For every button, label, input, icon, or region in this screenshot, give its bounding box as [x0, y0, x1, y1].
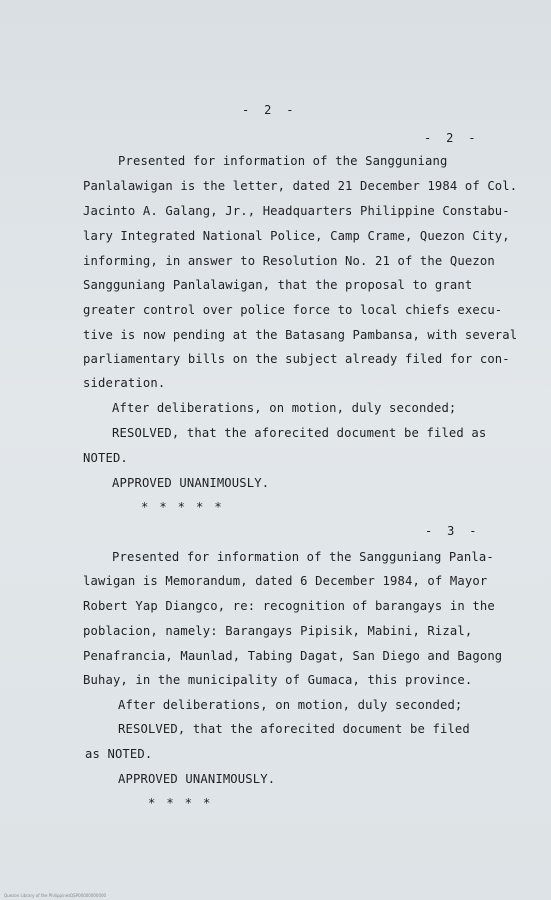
item-3-line-4: poblacion, namely: Barangays Pipisik, Mabini, Rizal, — [83, 624, 473, 638]
item-number-3: - 3 - — [425, 524, 477, 538]
footer-id: QSP00000000000 — [70, 893, 107, 898]
footer-source: Quezon Library of the Philippines — [4, 893, 71, 898]
item-2-line-8: tive is now pending at the Batasang Pambansa, with several — [83, 328, 518, 342]
item-2-line-6: Sangguniang Panlalawigan, that the proposal to grant — [83, 278, 473, 292]
item-2-line-3: Jacinto A. Galang, Jr., Headquarters Philippine Constabu- — [83, 204, 510, 218]
item-2-noted: NOTED. — [83, 451, 128, 465]
item-number-2: - 2 - — [424, 131, 476, 145]
item-2-asterisks: ***** — [141, 500, 233, 514]
item-2-line-4: lary Integrated National Police, Camp Crame, Quezon City, — [83, 229, 510, 243]
item-2-line-2: Panlalawigan is the letter, dated 21 December 1984 of Col. — [83, 179, 518, 193]
item-2-line-7: greater control over police force to local chiefs execu- — [83, 303, 503, 317]
item-3-noted: as NOTED. — [85, 747, 153, 761]
item-3-approved: APPROVED UNANIMOUSLY. — [118, 772, 276, 786]
item-3-line-6: Buhay, in the municipality of Gumaca, this province. — [83, 673, 473, 687]
item-2-deliberation: After deliberations, on motion, duly seconded; — [112, 401, 457, 415]
item-3-line-5: Penafrancia, Maunlad, Tabing Dagat, San Diego and Bagong — [83, 649, 503, 663]
item-2-line-1: Presented for information of the Sangguniang — [118, 154, 448, 168]
item-2-resolved: RESOLVED, that the aforecited document be filed as — [112, 426, 487, 440]
item-3-asterisks: **** — [148, 796, 222, 810]
item-3-deliberation: After deliberations, on motion, duly seconded; — [118, 698, 463, 712]
item-3-line-1: Presented for information of the Sangguniang Panla- — [112, 550, 494, 564]
item-2-approved: APPROVED UNANIMOUSLY. — [112, 476, 270, 490]
item-2-line-10: sideration. — [83, 376, 166, 390]
item-3-line-2: lawigan is Memorandum, dated 6 December 1984, of Mayor — [83, 574, 488, 588]
item-3-resolved: RESOLVED, that the aforecited document be filed — [118, 722, 470, 736]
item-3-line-3: Robert Yap Diangco, re: recognition of barangays in the — [83, 599, 495, 613]
page-number: - 2 - — [242, 103, 294, 117]
item-2-line-9: parliamentary bills on the subject already filed for con- — [83, 352, 510, 366]
item-2-line-5: informing, in answer to Resolution No. 21 of the Quezon — [83, 254, 495, 268]
